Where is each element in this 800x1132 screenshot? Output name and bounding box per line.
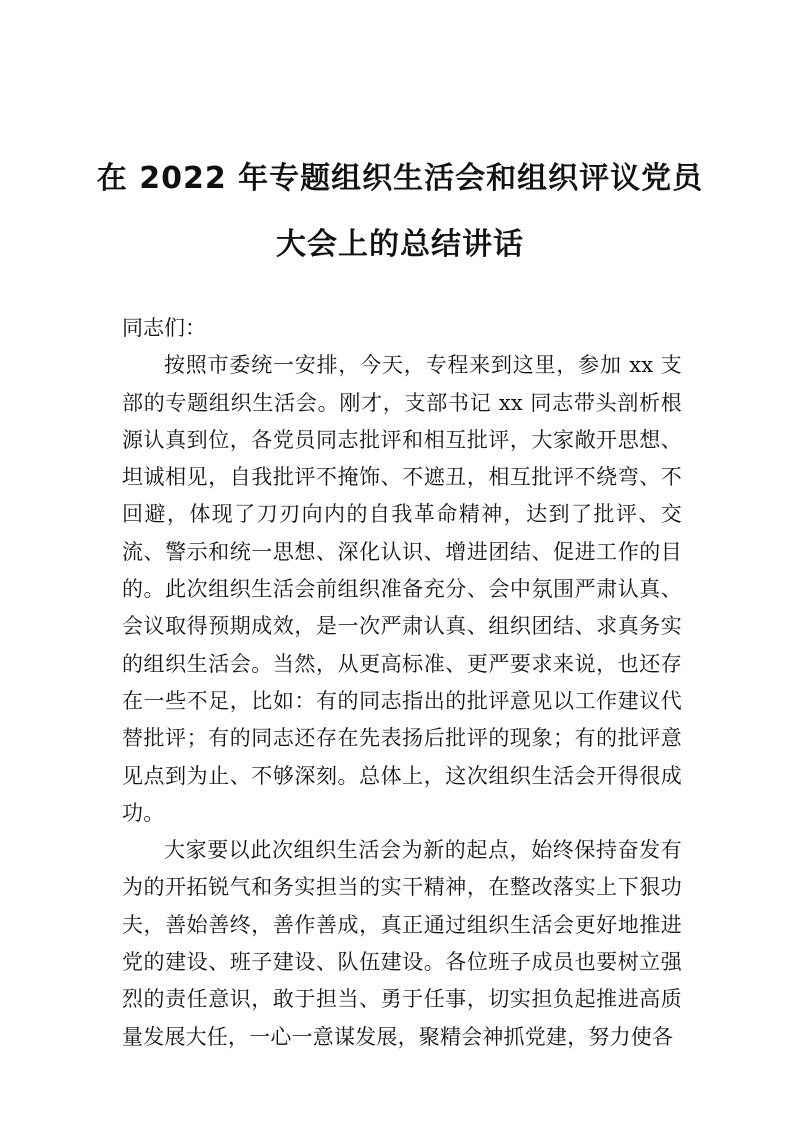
salutation: 同志们：: [122, 316, 206, 340]
paragraph-2: 大家要以此次组织生活会为新的起点，始终保持奋发有为的开拓锐气和务实担当的实干精神，在整改落实上下狠功夫，善始善终，善作善成，真正通过组织生活会更好地推进党的建设、班子建设、队伍建设。各位班子成员也要树立强烈的责任意识，敢于担当、勇于任事，切实担负起推进高质量发展大任，一心一意谋发展，聚精会神抓党建，努力使各: [122, 838, 682, 1049]
document-body: [122, 310, 682, 1056]
paragraph-1: 按照市委统一安排，今天，专程来到这里，参加 xx 支部的专题组织生活会。刚才，支部书记 xx 同志带头剖析根源认真到位，各党员同志批评和相互批评，大家敞开思想、坦诚相见，自我批评不掩饰、不遮丑，相互批评不绕弯、不回避，体现了刀刃向内的自我革命精神，达到了批评、交流、警示和统一思想、深化认识、增进团结、促进工作的目的。此次组织生活会前组织准备充分、会中氛围严肃认真、会议取得预期成效，是一次严肃认真、组织团结、求真务实的组织生活会。当然，从更高标准、更严要求来说，也还存在一些不足，比如：有的同志指出的批评意见以工作建议代替批评；有的同志还存在先表扬后批评的现象；有的批评意见点到为止、不够深刻。总体上，这次组织生活会开得很成功。: [122, 353, 682, 825]
document-title-line-1: 在 2022 年专题组织生活会和组织评议党员: [96, 161, 704, 196]
document-title-line-2: 大会上的总结讲话: [276, 227, 524, 262]
